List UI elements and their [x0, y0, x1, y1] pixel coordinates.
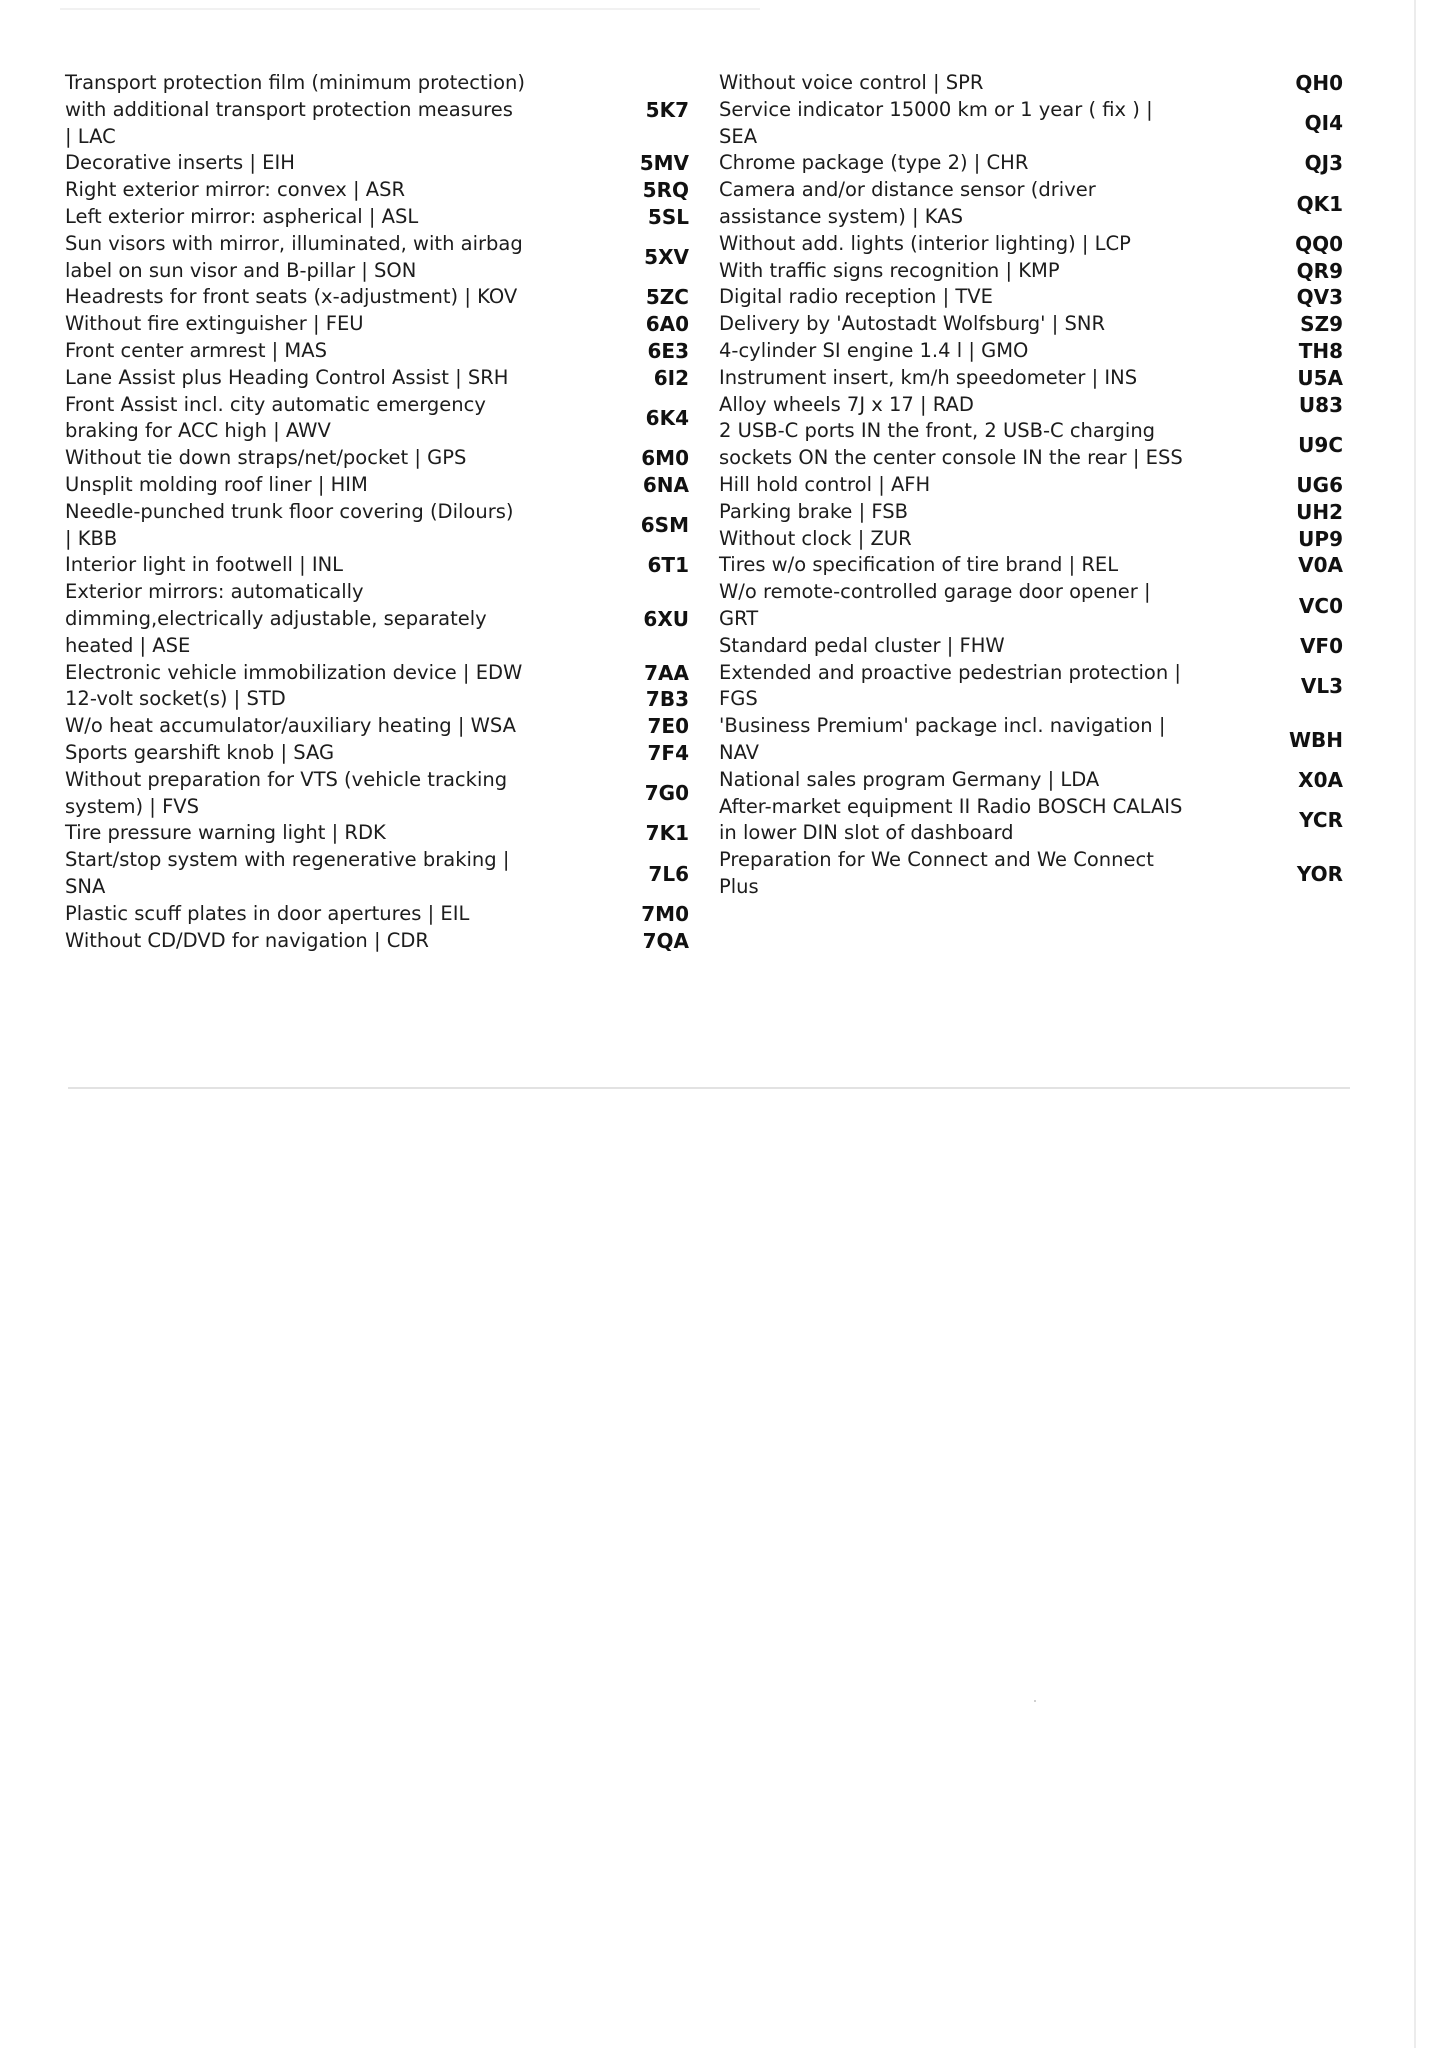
equipment-description: Camera and/or distance sensor (driver assistance system) | KAS	[719, 178, 1096, 228]
equipment-row	[719, 767, 1349, 794]
equipment-code: 7QA	[642, 928, 689, 953]
equipment-row	[719, 633, 1349, 660]
equipment-code: X0A	[1298, 767, 1343, 792]
equipment-description: Sun visors with mirror, illuminated, with airbag label on sun visor and B-pillar | SON	[65, 231, 523, 282]
equipment-description: Alloy wheels 7J x 17 | RAD	[719, 392, 974, 416]
equipment-row	[65, 499, 695, 553]
equipment-row	[65, 472, 695, 499]
equipment-row	[65, 847, 695, 901]
equipment-description: Tires w/o specification of tire brand | REL	[719, 553, 1119, 577]
equipment-code: 7AA	[644, 660, 689, 685]
equipment-code: 6K4	[645, 405, 689, 430]
equipment-row	[719, 365, 1349, 392]
equipment-code: VL3	[1300, 673, 1343, 698]
equipment-row	[719, 231, 1349, 258]
equipment-row	[719, 338, 1349, 365]
equipment-description: Unsplit molding roof liner | HIM	[65, 472, 368, 496]
equipment-row	[719, 579, 1349, 633]
equipment-description: Start/stop system with regenerative braking | SNA	[65, 848, 510, 898]
equipment-description: Without CD/DVD for navigation | CDR	[65, 928, 429, 952]
equipment-code: YOR	[1296, 861, 1343, 886]
equipment-row	[719, 258, 1349, 285]
equipment-row	[719, 713, 1349, 767]
equipment-description: Electronic vehicle immobilization device | EDW	[65, 660, 523, 684]
equipment-description: Interior light in footwell | INL	[65, 553, 344, 577]
equipment-description: Decorative inserts | EIH	[65, 151, 295, 175]
equipment-row	[65, 392, 695, 446]
equipment-row	[719, 794, 1349, 848]
equipment-description: 12-volt socket(s) | STD	[65, 687, 286, 711]
equipment-code: 7K1	[645, 821, 689, 846]
equipment-row	[65, 767, 695, 821]
equipment-code: VC0	[1298, 593, 1343, 618]
equipment-code: 5XV	[644, 245, 689, 270]
equipment-row	[719, 499, 1349, 526]
equipment-code: 6XU	[643, 606, 689, 631]
equipment-code: 6SM	[640, 513, 689, 538]
equipment-description: Parking brake | FSB	[719, 499, 909, 523]
equipment-row	[719, 392, 1349, 419]
equipment-description: Lane Assist plus Heading Control Assist | SRH	[65, 365, 509, 389]
equipment-code: U83	[1298, 392, 1343, 417]
equipment-description: National sales program Germany | LDA	[719, 767, 1100, 791]
equipment-row	[719, 660, 1349, 714]
equipment-list-left	[65, 70, 695, 954]
equipment-description: Exterior mirrors: automatically dimming,electrically adjustable, separately heated | ASE	[65, 580, 487, 657]
equipment-code: UH2	[1296, 499, 1343, 524]
equipment-row	[65, 740, 695, 767]
equipment-description: Preparation for We Connect and We Connect Plus	[719, 848, 1154, 898]
equipment-row	[65, 579, 695, 659]
equipment-code: QH0	[1295, 71, 1343, 95]
equipment-code: VF0	[1299, 633, 1343, 658]
equipment-description: Without preparation for VTS (vehicle tracking system) | FVS	[65, 767, 508, 818]
equipment-description: Right exterior mirror: convex | ASR	[65, 178, 405, 202]
equipment-description: Front Assist incl. city automatic emergency braking for ACC high | AWV	[65, 392, 486, 443]
equipment-row	[719, 284, 1349, 311]
equipment-code: QJ3	[1304, 151, 1343, 176]
equipment-code: 5RQ	[642, 178, 689, 203]
equipment-description: Headrests for front seats (x-adjustment) | KOV	[65, 285, 518, 309]
equipment-description: Delivery by 'Autostadt Wolfsburg' | SNR	[719, 312, 1106, 336]
equipment-code: 6E3	[647, 338, 689, 363]
equipment-code: 6I2	[653, 365, 689, 390]
equipment-code: 7E0	[647, 714, 689, 739]
equipment-description: W/o heat accumulator/auxiliary heating | WSA	[65, 714, 517, 738]
scan-speck	[1034, 1700, 1036, 1702]
equipment-code: QR9	[1296, 258, 1343, 283]
equipment-row	[65, 150, 695, 177]
equipment-code: V0A	[1298, 553, 1343, 578]
equipment-code: 6NA	[642, 472, 689, 497]
equipment-description: 2 USB-C ports IN the front, 2 USB-C charging sockets ON the center console IN the rear | ESS	[719, 419, 1183, 470]
equipment-code: 6M0	[641, 446, 689, 471]
equipment-code: 5MV	[639, 151, 689, 176]
equipment-row	[719, 177, 1349, 231]
equipment-code: 7B3	[645, 687, 689, 712]
scan-edge-line	[1414, 0, 1416, 2048]
equipment-description: Tire pressure warning light | RDK	[65, 821, 386, 845]
equipment-code: QI4	[1304, 111, 1343, 136]
equipment-description: Without tie down straps/net/pocket | GPS	[65, 446, 467, 470]
equipment-description: Service indicator 15000 km or 1 year ( fix ) | SEA	[719, 97, 1153, 148]
equipment-code: 7M0	[641, 901, 689, 926]
equipment-row	[65, 365, 695, 392]
equipment-row	[65, 445, 695, 472]
equipment-row	[65, 284, 695, 311]
equipment-row	[65, 660, 695, 687]
equipment-row	[65, 231, 695, 285]
equipment-row	[65, 311, 695, 338]
equipment-row	[719, 150, 1349, 177]
equipment-row	[65, 820, 695, 847]
equipment-code: SZ9	[1300, 312, 1343, 337]
equipment-code: 6T1	[647, 553, 689, 578]
equipment-row	[65, 713, 695, 740]
equipment-description: Without fire extinguisher | FEU	[65, 312, 364, 336]
equipment-description: Front center armrest | MAS	[65, 338, 327, 362]
equipment-code: 7G0	[644, 781, 689, 806]
equipment-code: 5SL	[647, 204, 689, 229]
equipment-description: Instrument insert, km/h speedometer | INS	[719, 365, 1138, 389]
equipment-code: UP9	[1298, 526, 1343, 551]
equipment-code: QQ0	[1295, 231, 1343, 256]
equipment-description: Standard pedal cluster | FHW	[719, 633, 1005, 657]
equipment-description: 'Business Premium' package incl. navigation | NAV	[719, 714, 1166, 764]
equipment-code: TH8	[1298, 338, 1343, 363]
equipment-row	[65, 204, 695, 231]
equipment-code: U9C	[1298, 432, 1343, 457]
section-divider	[68, 1087, 1350, 1089]
equipment-description: Without clock | ZUR	[719, 526, 912, 550]
equipment-code: YCR	[1299, 807, 1343, 832]
equipment-list-right	[719, 70, 1349, 901]
equipment-code: 7L6	[648, 861, 689, 886]
equipment-description: Transport protection film (minimum protection) with additional transport protection measures | LAC	[65, 71, 525, 148]
equipment-description: Sports gearshift knob | SAG	[65, 740, 335, 764]
equipment-code: 5ZC	[645, 285, 689, 310]
equipment-row	[719, 552, 1349, 579]
equipment-code: 7F4	[647, 740, 689, 765]
equipment-description: 4-cylinder SI engine 1.4 l | GMO	[719, 338, 1029, 362]
equipment-row	[719, 70, 1349, 97]
equipment-description: Without add. lights (interior lighting) | LCP	[719, 231, 1131, 255]
equipment-description: Extended and proactive pedestrian protection | FGS	[719, 660, 1181, 711]
equipment-description: Needle-punched trunk floor covering (Dilours) | KBB	[65, 499, 514, 550]
equipment-row	[719, 418, 1349, 472]
equipment-description: Left exterior mirror: aspherical | ASL	[65, 204, 419, 228]
equipment-code: UG6	[1296, 472, 1343, 497]
equipment-row	[719, 97, 1349, 151]
equipment-row	[719, 526, 1349, 553]
equipment-row	[65, 177, 695, 204]
top-scan-line	[60, 8, 760, 10]
equipment-description: Digital radio reception | TVE	[719, 285, 993, 309]
equipment-code: WBH	[1288, 727, 1343, 752]
equipment-code: QK1	[1296, 191, 1343, 216]
equipment-code: 5K7	[645, 97, 689, 122]
equipment-code: U5A	[1297, 365, 1343, 390]
equipment-description: W/o remote-controlled garage door opener | GRT	[719, 580, 1151, 630]
equipment-row	[65, 70, 695, 150]
equipment-description: After-market equipment II Radio BOSCH CALAIS in lower DIN slot of dashboard	[719, 794, 1183, 845]
equipment-row	[65, 901, 695, 928]
equipment-code: 6A0	[645, 312, 689, 337]
equipment-code: QV3	[1296, 285, 1343, 310]
equipment-row	[65, 552, 695, 579]
equipment-row	[719, 311, 1349, 338]
equipment-row	[65, 686, 695, 713]
equipment-description: Chrome package (type 2) | CHR	[719, 151, 1029, 175]
equipment-row	[719, 847, 1349, 901]
equipment-description: With traffic signs recognition | KMP	[719, 258, 1060, 282]
equipment-row	[65, 928, 695, 955]
equipment-description: Without voice control | SPR	[719, 71, 984, 94]
equipment-description: Hill hold control | AFH	[719, 472, 931, 496]
equipment-description: Plastic scuff plates in door apertures | EIL	[65, 901, 470, 925]
equipment-row	[719, 472, 1349, 499]
equipment-row	[65, 338, 695, 365]
